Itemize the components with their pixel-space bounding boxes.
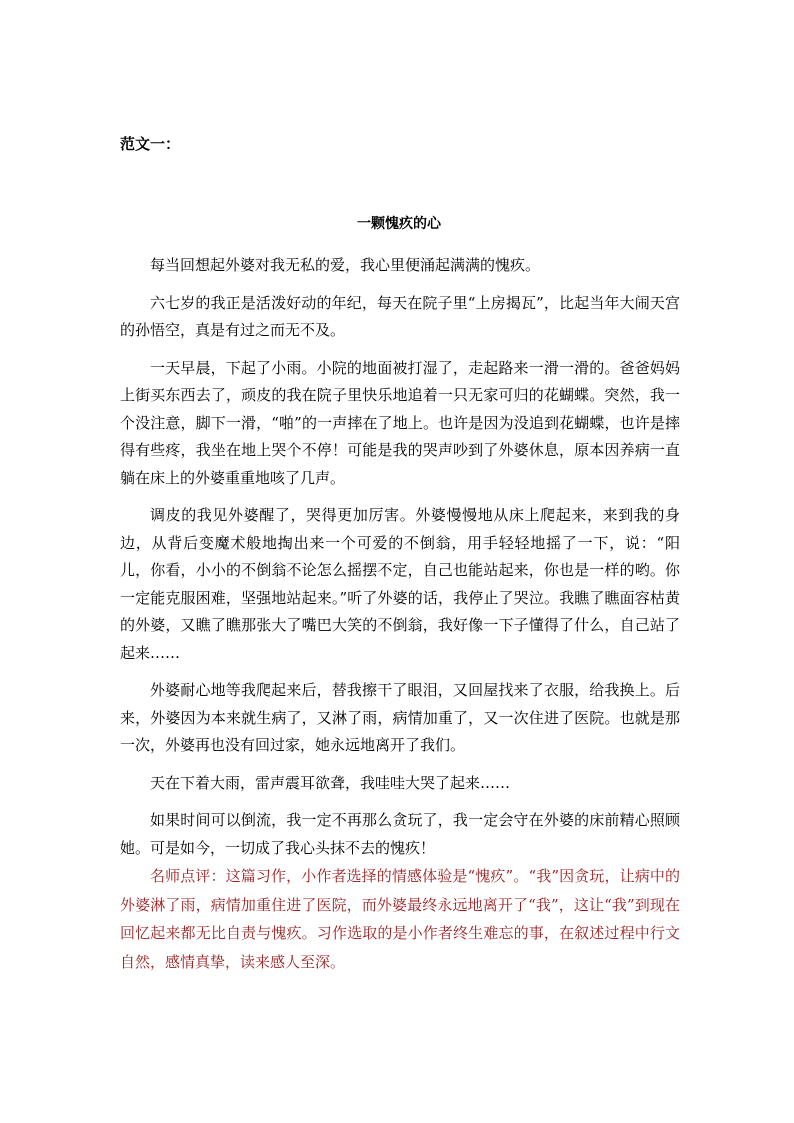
essay-title: 一颗愧疚的心 — [357, 216, 441, 232]
teacher-comment: 名师点评：这篇习作，小作者选择的情感体验是“愧疚”。“我”因贪玩，让病中的外婆淋了雨，病情加重住进了医院，而外婆最终永远地离开了“我”，这让“我”到现在回忆起来都无比自责与愧疚。习作选取的是小作者终生难忘的事，在叙述过程中行文自然，感情真挚，读来感人至深。 — [120, 867, 680, 971]
paragraph: 每当回想起外婆对我无私的爱，我心里便涌起满满的愧疚。 — [150, 256, 541, 274]
paragraph: 调皮的我见外婆醒了，哭得更加厉害。外婆慢慢地从床上爬起来，来到我的身边，从背后变魔术般地掏出来一个可爱的不倒翁，用手轻轻地摇了一下，说：“阳儿，你看，小小的不倒翁不论怎么摇摆不定，自己也能站起来，你也是一样的哟。你一定能克服困难，坚强地站起来。”听了外婆的话，我停止了哭泣。我瞧了瞧面容枯黄的外婆，又瞧了瞧那张大了嘴巴大笑的不倒翁，我好像一下子懂得了什么，自己站了起来…… — [120, 506, 680, 662]
paragraph: 一天早晨，下起了小雨。小院的地面被打湿了，走起路来一滑一滑的。爸爸妈妈上街买东西去了，顽皮的我在院子里快乐地追着一只无家可归的花蝴蝶。突然，我一个没注意，脚下一滑，“啪”的一声摔在了地上。也许是因为没追到花蝴蝶，也许是摔得有些疼，我坐在地上哭个不停！可能是我的哭声吵到了外婆休息，原本因养病一直躺在床上的外婆重重地咳了几声。 — [120, 358, 680, 487]
paragraph: 如果时间可以倒流，我一定不再那么贪玩了，我一定会守在外婆的床前精心照顾她。可是如今，一切成了我心头抹不去的愧疚！ — [120, 811, 680, 857]
paragraph: 外婆耐心地等我爬起来后，替我擦干了眼泪，又回屋找来了衣服，给我换上。后来，外婆因为本来就生病了，又淋了雨，病情加重了，又一次住进了医院。也就是那一次，外婆再也没有回过家，她永远地离开了我们。 — [120, 681, 680, 754]
section-label: 范文一： — [120, 135, 181, 153]
essay-body — [120, 252, 680, 872]
paragraph: 六七岁的我正是活泼好动的年纪，每天在院子里“上房揭瓦”，比起当年大闹天宫的孙悟空，真是有过之而无不及。 — [120, 293, 680, 339]
paragraph: 天在下着大雨，雷声震耳欲聋，我哇哇大哭了起来…… — [150, 773, 511, 792]
